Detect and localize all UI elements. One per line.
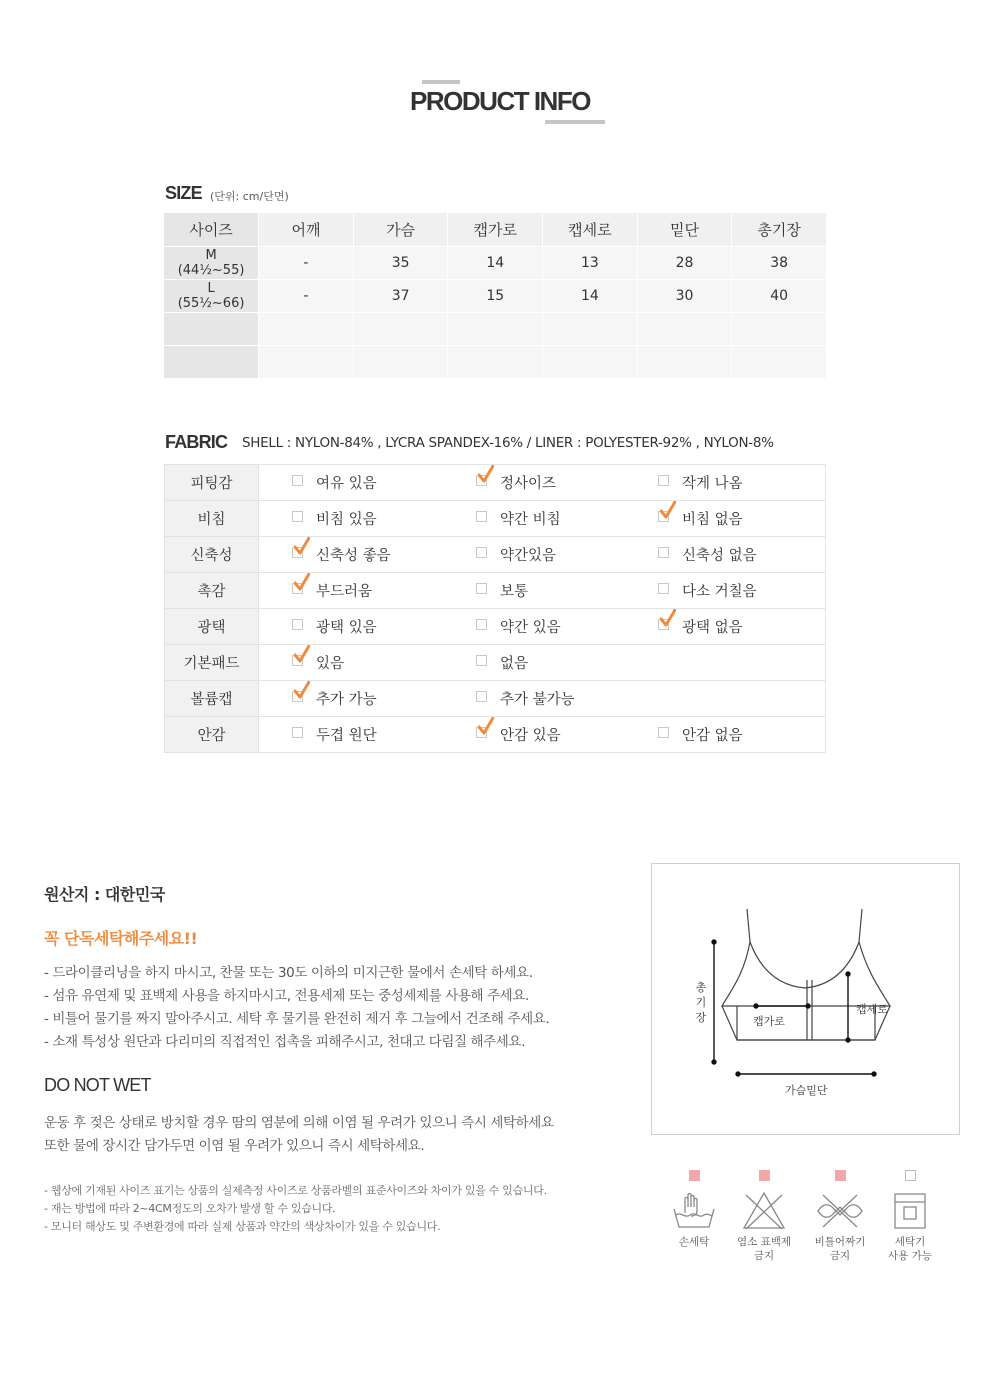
fabric-row <box>165 537 826 573</box>
origin-text: 원산지 : 대한민국 <box>44 885 165 904</box>
checkbox <box>658 475 669 486</box>
fabric-option-label: 보통 <box>500 584 529 600</box>
fabric-option <box>259 544 443 565</box>
do-not-wet-text <box>44 1112 554 1158</box>
size-col-header: 가슴 <box>353 213 448 246</box>
fabric-option-label: 없음 <box>500 656 529 672</box>
size-table-header <box>164 213 827 246</box>
size-cell: - <box>259 246 354 279</box>
check-icon <box>478 717 494 735</box>
size-unit: (단위: cm/단면) <box>210 190 289 203</box>
checkbox <box>476 583 487 594</box>
fabric-option-label: 약간있음 <box>500 548 557 564</box>
wash-label: 비틀어짜기 금지 <box>814 1236 866 1262</box>
fabric-row-label: 신축성 <box>165 537 259 573</box>
checkbox <box>292 475 303 486</box>
size-cell: - <box>259 279 354 312</box>
size-col-header: 어깨 <box>259 213 354 246</box>
wash-label: 세탁기 사용 가능 <box>888 1236 932 1262</box>
size-cell: 28 <box>637 246 732 279</box>
fabric-option-label: 여유 있음 <box>316 476 377 492</box>
fabric-row-label: 피팅감 <box>165 465 259 501</box>
size-cell: 40 <box>732 279 827 312</box>
size-table <box>164 213 827 379</box>
fabric-option-label: 정사이즈 <box>500 476 557 492</box>
diagram-label-hem: 가슴밑단 <box>785 1084 828 1097</box>
fabric-options <box>259 717 826 753</box>
size-cell <box>732 312 827 345</box>
wash-indicator <box>835 1170 846 1181</box>
fabric-option-label: 비침 있음 <box>316 512 377 528</box>
fabric-options <box>259 501 826 537</box>
fabric-table <box>164 464 826 753</box>
fabric-option <box>625 508 807 529</box>
fabric-options <box>259 609 826 645</box>
note-line: - 웹상에 기재된 사이즈 표기는 상품의 실제측정 사이즈로 상품라벨의 표준사이즈와 차이가 있을 수 있습니다. <box>44 1184 547 1197</box>
fabric-options <box>259 537 826 573</box>
checkbox <box>476 691 487 702</box>
check-icon <box>660 501 676 519</box>
size-cell <box>543 312 638 345</box>
fabric-option-label: 약간 있음 <box>500 620 561 636</box>
fabric-option-label: 두겹 원단 <box>316 728 377 744</box>
care-line: - 비틀어 물기를 짜지 말아주시고. 세탁 후 물기를 완전히 제거 후 그늘에서 건조해 주세요. <box>44 1011 550 1027</box>
size-cell <box>353 312 448 345</box>
checkbox <box>292 511 303 522</box>
fabric-option <box>259 472 443 493</box>
checkbox <box>292 619 303 630</box>
fabric-option <box>443 580 625 601</box>
fabric-options <box>259 573 826 609</box>
fabric-option <box>443 616 625 637</box>
fabric-option <box>443 472 625 493</box>
size-heading: SIZE <box>165 183 202 203</box>
fabric-options <box>259 465 826 501</box>
fabric-option <box>443 508 625 529</box>
checkbox <box>476 619 487 630</box>
fabric-row <box>165 573 826 609</box>
size-col-header: 사이즈 <box>164 213 259 246</box>
size-col-header: 캡가로 <box>448 213 543 246</box>
size-name: M <box>205 247 217 263</box>
page-title: PRODUCT INFO <box>410 86 590 116</box>
fabric-option-label: 신축성 없음 <box>682 548 757 564</box>
wash-indicator <box>905 1170 916 1181</box>
check-icon <box>294 573 310 591</box>
fabric-option <box>259 652 443 673</box>
fabric-option <box>625 616 807 637</box>
check-icon <box>294 537 310 555</box>
wash-label: 손세탁 <box>678 1236 710 1248</box>
note-line: - 모니터 해상도 및 주변환경에 따라 실제 상품과 약간의 색상차이가 있을 수 있습니다. <box>44 1220 441 1233</box>
wash-indicator <box>689 1170 700 1181</box>
fabric-option <box>443 544 625 565</box>
care-instructions <box>44 962 549 1054</box>
no-wring-icon <box>815 1191 865 1231</box>
fabric-option-label: 비침 없음 <box>682 512 743 528</box>
size-col-header: 총기장 <box>732 213 827 246</box>
size-cell <box>637 312 732 345</box>
do-not-wet-title: DO NOT WET <box>44 1075 151 1095</box>
check-icon <box>294 681 310 699</box>
notes <box>44 1182 547 1236</box>
fabric-option-label: 작게 나옴 <box>682 476 743 492</box>
fabric-option-label: 광택 있음 <box>316 620 377 636</box>
fabric-row-label: 기본패드 <box>165 645 259 681</box>
fabric-option <box>443 724 625 745</box>
fabric-row <box>165 645 826 681</box>
fabric-row <box>165 501 826 537</box>
care-line: - 소재 특성상 원단과 다리미의 직접적인 접촉을 피해주시고, 천대고 다림질 해주세요. <box>44 1034 525 1050</box>
size-cell: 13 <box>543 246 638 279</box>
fabric-option-label: 안감 없음 <box>682 728 743 744</box>
fabric-option <box>259 580 443 601</box>
checkbox <box>476 655 487 666</box>
fabric-option-label: 추가 가능 <box>316 692 377 708</box>
fabric-options <box>259 681 826 717</box>
fabric-row-label: 볼륨캡 <box>165 681 259 717</box>
size-cell <box>448 312 543 345</box>
size-cell <box>543 345 638 378</box>
no-bleach-icon <box>741 1191 787 1231</box>
wash-item <box>865 1170 955 1263</box>
do-not-wet-line: 운동 후 젖은 상태로 방치할 경우 땀의 염분에 의해 이염 될 우려가 있으니 즉시 세탁하세요 <box>44 1115 554 1131</box>
size-cell <box>164 345 259 378</box>
fabric-row-label: 촉감 <box>165 573 259 609</box>
fabric-option <box>625 580 807 601</box>
fabric-option <box>259 508 443 529</box>
washing-machine-icon <box>887 1191 933 1231</box>
fabric-row-label: 광택 <box>165 609 259 645</box>
fabric-option-label: 부드러움 <box>316 584 373 600</box>
fabric-option <box>259 724 443 745</box>
fabric-option-label: 안감 있음 <box>500 728 561 744</box>
checkbox <box>658 583 669 594</box>
size-cell: 15 <box>448 279 543 312</box>
size-cell <box>259 312 354 345</box>
fabric-row <box>165 681 826 717</box>
size-name-cell <box>164 246 259 279</box>
note-line: - 재는 방법에 따라 2~4CM정도의 오차가 발생 할 수 있습니다. <box>44 1202 336 1215</box>
title-accent-bar <box>422 80 460 84</box>
fabric-option-label: 추가 불가능 <box>500 692 575 708</box>
size-cell: 35 <box>353 246 448 279</box>
do-not-wet-line: 또한 물에 장시간 담가두면 이염 될 우려가 있으니 즉시 세탁하세요. <box>44 1138 425 1154</box>
fabric-spec: SHELL : NYLON-84% , LYCRA SPANDEX-16% / LINER : POLYESTER-92% , NYLON-8% <box>242 435 774 451</box>
size-name: L <box>207 280 215 296</box>
fabric-option-label: 광택 없음 <box>682 620 743 636</box>
checkbox <box>658 727 669 738</box>
check-icon <box>660 609 676 627</box>
product-info-header <box>0 78 1000 128</box>
fabric-option <box>259 616 443 637</box>
table-row-empty <box>164 345 827 378</box>
table-row-empty <box>164 312 827 345</box>
size-cell: 14 <box>543 279 638 312</box>
size-col-header: 캡세로 <box>543 213 638 246</box>
size-cell: 37 <box>353 279 448 312</box>
fabric-row <box>165 609 826 645</box>
hand-wash-icon <box>671 1191 717 1231</box>
measurement-diagram <box>651 863 960 1135</box>
size-cell <box>448 345 543 378</box>
checkbox <box>658 547 669 558</box>
table-row <box>164 279 827 312</box>
check-icon <box>478 465 494 483</box>
fabric-option <box>625 472 807 493</box>
care-line: - 드라이클리닝을 하지 마시고, 찬물 또는 30도 이하의 미지근한 물에서 손세탁 하세요. <box>44 965 533 981</box>
checkbox <box>292 727 303 738</box>
fabric-options <box>259 645 826 681</box>
fabric-row-label: 안감 <box>165 717 259 753</box>
size-cell: 38 <box>732 246 827 279</box>
size-cell <box>164 312 259 345</box>
fabric-option <box>443 652 625 673</box>
fabric-row <box>165 465 826 501</box>
wash-warning: 꼭 단독세탁해주세요!! <box>44 929 198 948</box>
wash-label: 염소 표백제 금지 <box>736 1236 792 1262</box>
size-cell <box>259 345 354 378</box>
size-name-cell <box>164 279 259 312</box>
fabric-option <box>259 688 443 709</box>
size-range: (44½~55) <box>177 262 245 278</box>
size-cell <box>637 345 732 378</box>
fabric-option-label: 다소 거칠음 <box>682 584 757 600</box>
care-line: - 섬유 유연제 및 표백제 사용을 하지마시고, 전용세제 또는 중성세제를 사용해 주세요. <box>44 988 529 1004</box>
fabric-row <box>165 717 826 753</box>
fabric-option-label: 약간 비침 <box>500 512 561 528</box>
size-cell <box>353 345 448 378</box>
fabric-option <box>625 544 807 565</box>
checkbox <box>476 547 487 558</box>
size-range: (55½~66) <box>177 295 245 311</box>
size-col-header: 밑단 <box>637 213 732 246</box>
size-cell: 14 <box>448 246 543 279</box>
diagram-label-total-length: 총기장 <box>695 981 707 1024</box>
fabric-option-label: 있음 <box>316 656 345 672</box>
fabric-option <box>625 724 807 745</box>
diagram-label-cap-width: 캡가로 <box>753 1015 785 1028</box>
checkbox <box>476 511 487 522</box>
table-row <box>164 246 827 279</box>
fabric-row-label: 비침 <box>165 501 259 537</box>
title-accent-bar <box>545 120 605 124</box>
size-cell <box>732 345 827 378</box>
wash-indicator <box>759 1170 770 1181</box>
fabric-option <box>443 688 625 709</box>
fabric-heading: FABRIC <box>165 432 228 452</box>
diagram-label-cap-height: 캡세로 <box>856 1003 888 1016</box>
check-icon <box>294 645 310 663</box>
size-cell: 30 <box>637 279 732 312</box>
fabric-option-label: 신축성 좋음 <box>316 548 391 564</box>
